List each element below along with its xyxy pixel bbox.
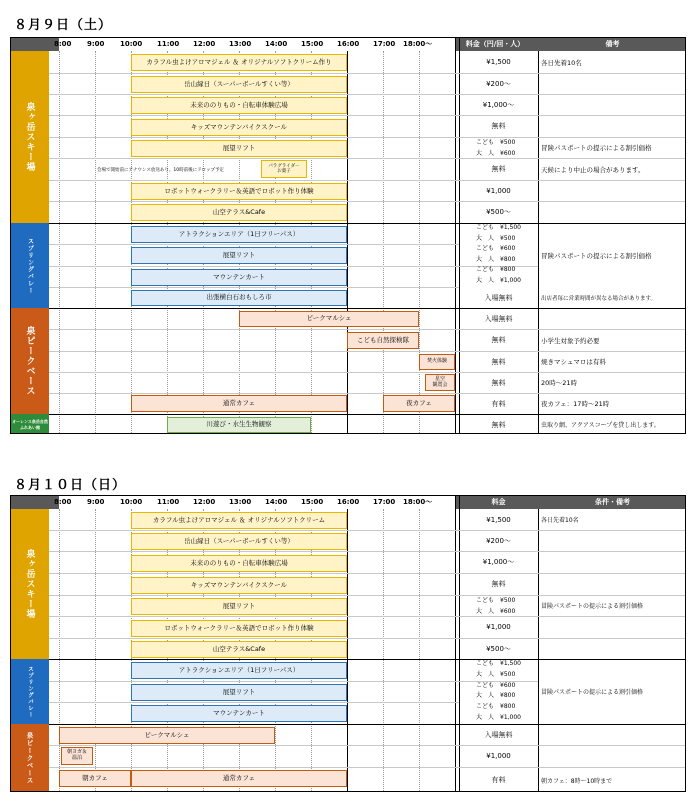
event-bar[interactable]: マウンテンカート (131, 705, 347, 722)
event-bar[interactable]: こども自然探検隊 (347, 332, 419, 349)
time-label: 10:00 (120, 40, 143, 48)
time-label: 9:00 (87, 498, 105, 506)
event-bar[interactable]: マウンテンカート (131, 269, 347, 286)
event-bar[interactable]: アトラクションエリア（1日フリーパス） (131, 226, 347, 243)
event-bar[interactable]: キッズマウンテンバイクスクール (131, 577, 347, 594)
fee-cell: こども ¥500 大 人 ¥600 (476, 139, 516, 157)
event-bar[interactable]: 岳山縁日（スーパーボールすくい等） (131, 533, 347, 550)
fee-cell: こども ¥1,500 大 人 ¥500 こども ¥600 大 人 ¥800 こども ¥800 大 人 ¥1,000 (476, 224, 521, 284)
time-label: 11:00 (157, 498, 180, 506)
event-bar[interactable]: アトラクションエリア（1日フリーパス） (131, 662, 347, 679)
time-label: 10:00 (120, 498, 143, 506)
venue-spring-valley: スプリングバレー (11, 223, 49, 308)
remark-cell: 天候により中止の場合があります。 (541, 165, 645, 174)
remark-cell: 小学生対象予約必要 (541, 336, 600, 345)
time-label: 12:00 (193, 498, 216, 506)
event-note: 会場で開始前にアナウンス放送あり。10時前後にドロップ予定 (97, 168, 224, 173)
fee-cell: 無料 (491, 336, 506, 344)
time-label: 15:00 (301, 498, 324, 506)
fee-header: 料金 (491, 498, 506, 506)
fee-cell: 無料 (491, 165, 506, 173)
venue-spring-valley: スプリングバレー (11, 659, 49, 724)
time-label: 17:00 (373, 40, 396, 48)
time-label: 11:00 (157, 40, 180, 48)
fee-cell: 有料 (491, 776, 506, 784)
day2-title: ８月１０日（日） (14, 478, 127, 493)
fee-cell: こども ¥1,500 大 人 ¥500 こども ¥600 大 人 ¥800 こども ¥800 大 人 ¥1,000 (476, 660, 521, 721)
time-label: 14:00 (265, 498, 288, 506)
remark-cell: 冒険パスポートの提示による割引価格 (541, 689, 644, 696)
time-label: 13:00 (229, 498, 252, 506)
venue-izumi-peak-base: 泉ピークベース (11, 308, 49, 414)
remark-cell: 冒険パスポートの提示による割引価格 (541, 144, 652, 152)
fee-cell: 無料 (491, 122, 506, 130)
event-bar[interactable]: 通常カフェ (131, 770, 347, 787)
event-bar[interactable]: 岳山縁日（スーパーボールすくい等） (131, 76, 347, 93)
fee-cell: ¥1,500 (486, 58, 511, 66)
fee-cell: ¥200〜 (486, 536, 511, 545)
fee-cell: 無料 (491, 580, 506, 588)
event-bar[interactable]: 通常カフェ (131, 395, 347, 412)
day2-header-row (11, 496, 686, 509)
fee-cell: 無料 (491, 378, 506, 387)
fee-cell: ¥1,500 (486, 515, 511, 524)
remark-cell: 出店者毎に営業時間が異なる場合があります。 (541, 295, 657, 302)
fee-header: 料金（円/回・人） (465, 40, 525, 48)
remark-cell: 20時〜21時 (541, 379, 578, 387)
event-bar[interactable]: 朝ヨガ＆ 温泊 (61, 747, 93, 765)
event-bar[interactable]: 出張横白石おもしろ市 (131, 290, 347, 306)
time-label: 16:00 (337, 40, 360, 48)
remark-cell: 焼きマシュマロは有料 (541, 358, 606, 366)
time-label: 15:00 (301, 40, 324, 48)
day2-schedule-table (10, 495, 686, 792)
time-label: 14:00 (265, 40, 288, 48)
fee-cell: ¥500〜 (486, 208, 511, 216)
event-bar[interactable]: カラフル虫よけアロマジェル ＆ オリジナルソフトクリーム (131, 512, 347, 529)
fee-cell: 入場無料 (484, 293, 513, 302)
fee-cell: 入場無料 (484, 730, 513, 739)
event-bar[interactable]: 未来ののりもの・自転車体験広場 (131, 555, 347, 572)
day1-title: ８月９日（土） (14, 18, 113, 33)
event-bar[interactable]: 展望リフト (131, 247, 347, 264)
remark-cell: 冒険パスポートの提示による割引価格 (541, 603, 644, 610)
fee-cell: ¥200〜 (486, 79, 511, 88)
remark-cell: 各日先着10名 (541, 517, 579, 524)
event-bar[interactable]: ピークマルシェ (59, 727, 275, 744)
fee-cell: 無料 (491, 420, 506, 429)
event-bar[interactable]: ピークマルシェ (239, 311, 419, 327)
event-bar[interactable]: 山空テラス&Cafe (131, 204, 347, 221)
event-bar[interactable]: 夜カフェ (383, 395, 455, 412)
remarks-header: 条件・備考 (595, 498, 630, 506)
time-label: 17:00 (373, 498, 396, 506)
remark-cell: 虫取り網、アクアスコープを貸し出します。 (541, 422, 660, 429)
event-bar[interactable]: 焚火体験 (419, 354, 455, 370)
remark-cell: 各日先着10名 (541, 58, 582, 67)
fee-cell: こども ¥500 大 人 ¥600 (476, 597, 516, 615)
fee-cell: 無料 (491, 357, 506, 366)
event-bar[interactable]: 展望リフト (131, 140, 347, 157)
remarks-header: 備考 (605, 40, 620, 48)
time-label: 12:00 (193, 40, 216, 48)
event-bar[interactable]: 川遊び・水生生物観察 (167, 417, 311, 433)
time-label: 16:00 (337, 498, 360, 506)
event-bar[interactable]: 朝カフェ (59, 770, 131, 787)
fee-cell: 有料 (491, 399, 506, 408)
venue-izumi-peak-base: 泉ピークベース (11, 724, 49, 792)
event-bar[interactable]: 展望リフト (131, 598, 347, 615)
event-bar[interactable]: 未来ののりもの・自転車体験広場 (131, 97, 347, 114)
fee-cell: ¥1,000 (486, 623, 511, 631)
venue-izumigatake-ski: 泉ヶ岳スキー場 (11, 509, 49, 659)
remark-cell: 冒険パスポートの提示による割引価格 (541, 251, 652, 260)
event-bar[interactable]: ロボットウォークラリー＆英語でロボット作り体験 (131, 183, 347, 200)
fee-cell: ¥1,000 (486, 186, 511, 195)
event-bar-small[interactable]: パラグライダー お菓子 (261, 160, 307, 178)
event-bar[interactable]: 展望リフト (131, 684, 347, 701)
time-label: 8:00 (54, 40, 72, 48)
event-bar[interactable]: 星空 観賞会 (425, 374, 455, 391)
event-bar[interactable]: キッズマウンテンバイクスクール (131, 119, 347, 136)
time-label: 13:00 (229, 40, 252, 48)
time-label: 9:00 (87, 40, 105, 48)
time-label: 18:00〜 (403, 498, 433, 506)
fee-cell: ¥1,000 (486, 752, 511, 760)
day1-header-row (11, 38, 686, 51)
fee-cell: ¥1,000〜 (482, 558, 515, 566)
event-bar[interactable]: ロボットウォークラリー＆英語でロボット作り体験 (131, 620, 347, 637)
venue-orens-nature-hall: オーレンス泉岳自然ふれあい館 (11, 414, 49, 434)
fee-cell: 入場無料 (484, 314, 513, 323)
venue-izumigatake-ski: 泉ヶ岳スキー場 (11, 51, 49, 223)
event-bar[interactable]: 山空テラス&Cafe (131, 641, 347, 658)
remark-cell: 朝カフェ：8時〜10時まで (541, 777, 613, 785)
time-label: 18:00〜 (403, 40, 433, 48)
fee-cell: ¥1,000〜 (482, 100, 515, 109)
event-bar[interactable]: カラフル虫よけアロマジェル ＆ オリジナルソフトクリーム作り (131, 54, 347, 71)
time-label: 8:00 (54, 498, 72, 506)
remark-cell: 夜カフェ：17時〜21時 (541, 400, 610, 408)
day1-schedule-table (10, 37, 686, 434)
fee-cell: ¥500〜 (486, 644, 511, 653)
